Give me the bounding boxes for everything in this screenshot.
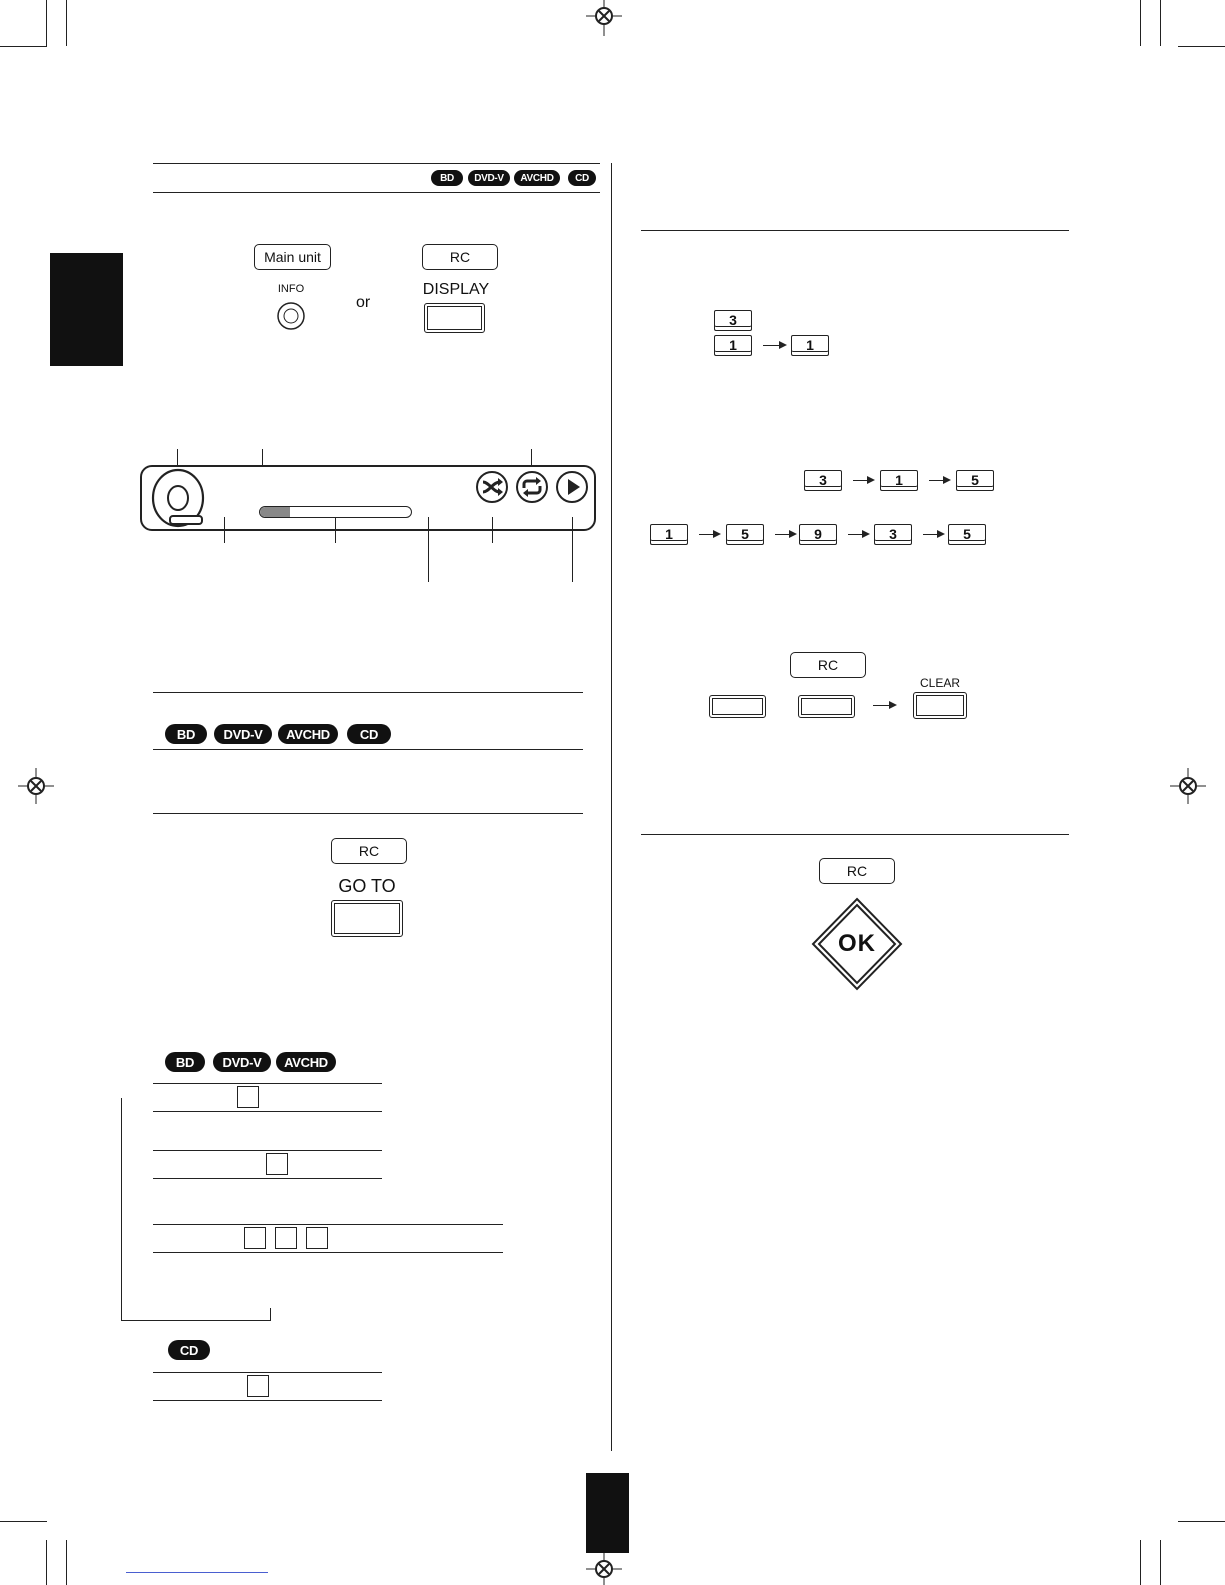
input-digit-box [306,1227,328,1249]
progress-fill [260,507,290,517]
goto-button[interactable] [331,900,403,937]
column-divider [611,163,612,1451]
arrow [873,705,895,706]
or-label: or [356,294,371,311]
rc-label: RC [790,652,866,678]
blank-button[interactable] [709,695,766,718]
disc-badge-bd: BD [165,1052,205,1072]
clear-button[interactable] [913,692,967,719]
arrow [848,534,868,535]
registration-mark-icon [18,768,54,804]
disc-badge-cd: CD [168,1340,210,1360]
number-key[interactable]: 3 [714,310,752,331]
number-key[interactable]: 5 [948,524,986,545]
disc-badge-bd: BD [165,724,207,744]
info-button[interactable] [276,301,306,331]
disc-badge-cd: CD [347,724,391,744]
rc-label: RC [331,838,407,864]
arrow [775,534,795,535]
number-key[interactable]: 1 [791,335,829,356]
disc-badge-bd: BD [431,170,463,186]
rc-label: RC [819,858,895,884]
arrow [929,480,949,481]
display-label: DISPLAY [422,281,490,298]
arrow [699,534,719,535]
number-key[interactable]: 1 [650,524,688,545]
number-key[interactable]: 1 [714,335,752,356]
registration-mark-icon [1170,768,1206,804]
registration-mark-icon [586,0,622,36]
arrow [853,480,873,481]
input-digit-box [275,1227,297,1249]
number-key[interactable]: 3 [804,470,842,491]
input-digit-box [266,1153,288,1175]
info-label: INFO [277,283,305,295]
number-key[interactable]: 9 [799,524,837,545]
disc-badge-dvd: DVD-V [468,170,510,186]
number-key[interactable]: 1 [880,470,918,491]
disc-icon [150,468,206,528]
display-button[interactable] [424,303,485,333]
number-key[interactable]: 5 [956,470,994,491]
disc-badge-dvd: DVD-V [213,1052,271,1072]
registration-mark-icon [586,1549,622,1585]
goto-label: GO TO [338,876,396,896]
blank-button[interactable] [798,695,855,718]
clear-label: CLEAR [919,676,960,690]
number-key[interactable]: 5 [726,524,764,545]
ok-label: OK [838,930,876,957]
shuffle-icon [475,470,509,504]
language-tab [50,253,123,366]
disc-badge-avchd: AVCHD [276,1052,336,1072]
footer-link-underline [126,1572,268,1573]
arrow [923,534,943,535]
disc-badge-cd: CD [568,170,596,186]
arrow [763,345,785,346]
disc-badge-avchd: AVCHD [278,724,338,744]
main-unit-label: Main unit [254,244,331,270]
play-icon [555,470,589,504]
disc-badge-avchd: AVCHD [514,170,560,186]
input-digit-box [247,1375,269,1397]
disc-badge-dvd: DVD-V [214,724,272,744]
number-key[interactable]: 3 [874,524,912,545]
rc-label: RC [422,244,498,270]
page-number-tab [586,1473,629,1553]
input-digit-box [237,1086,259,1108]
input-digit-box [244,1227,266,1249]
repeat-icon [515,470,549,504]
